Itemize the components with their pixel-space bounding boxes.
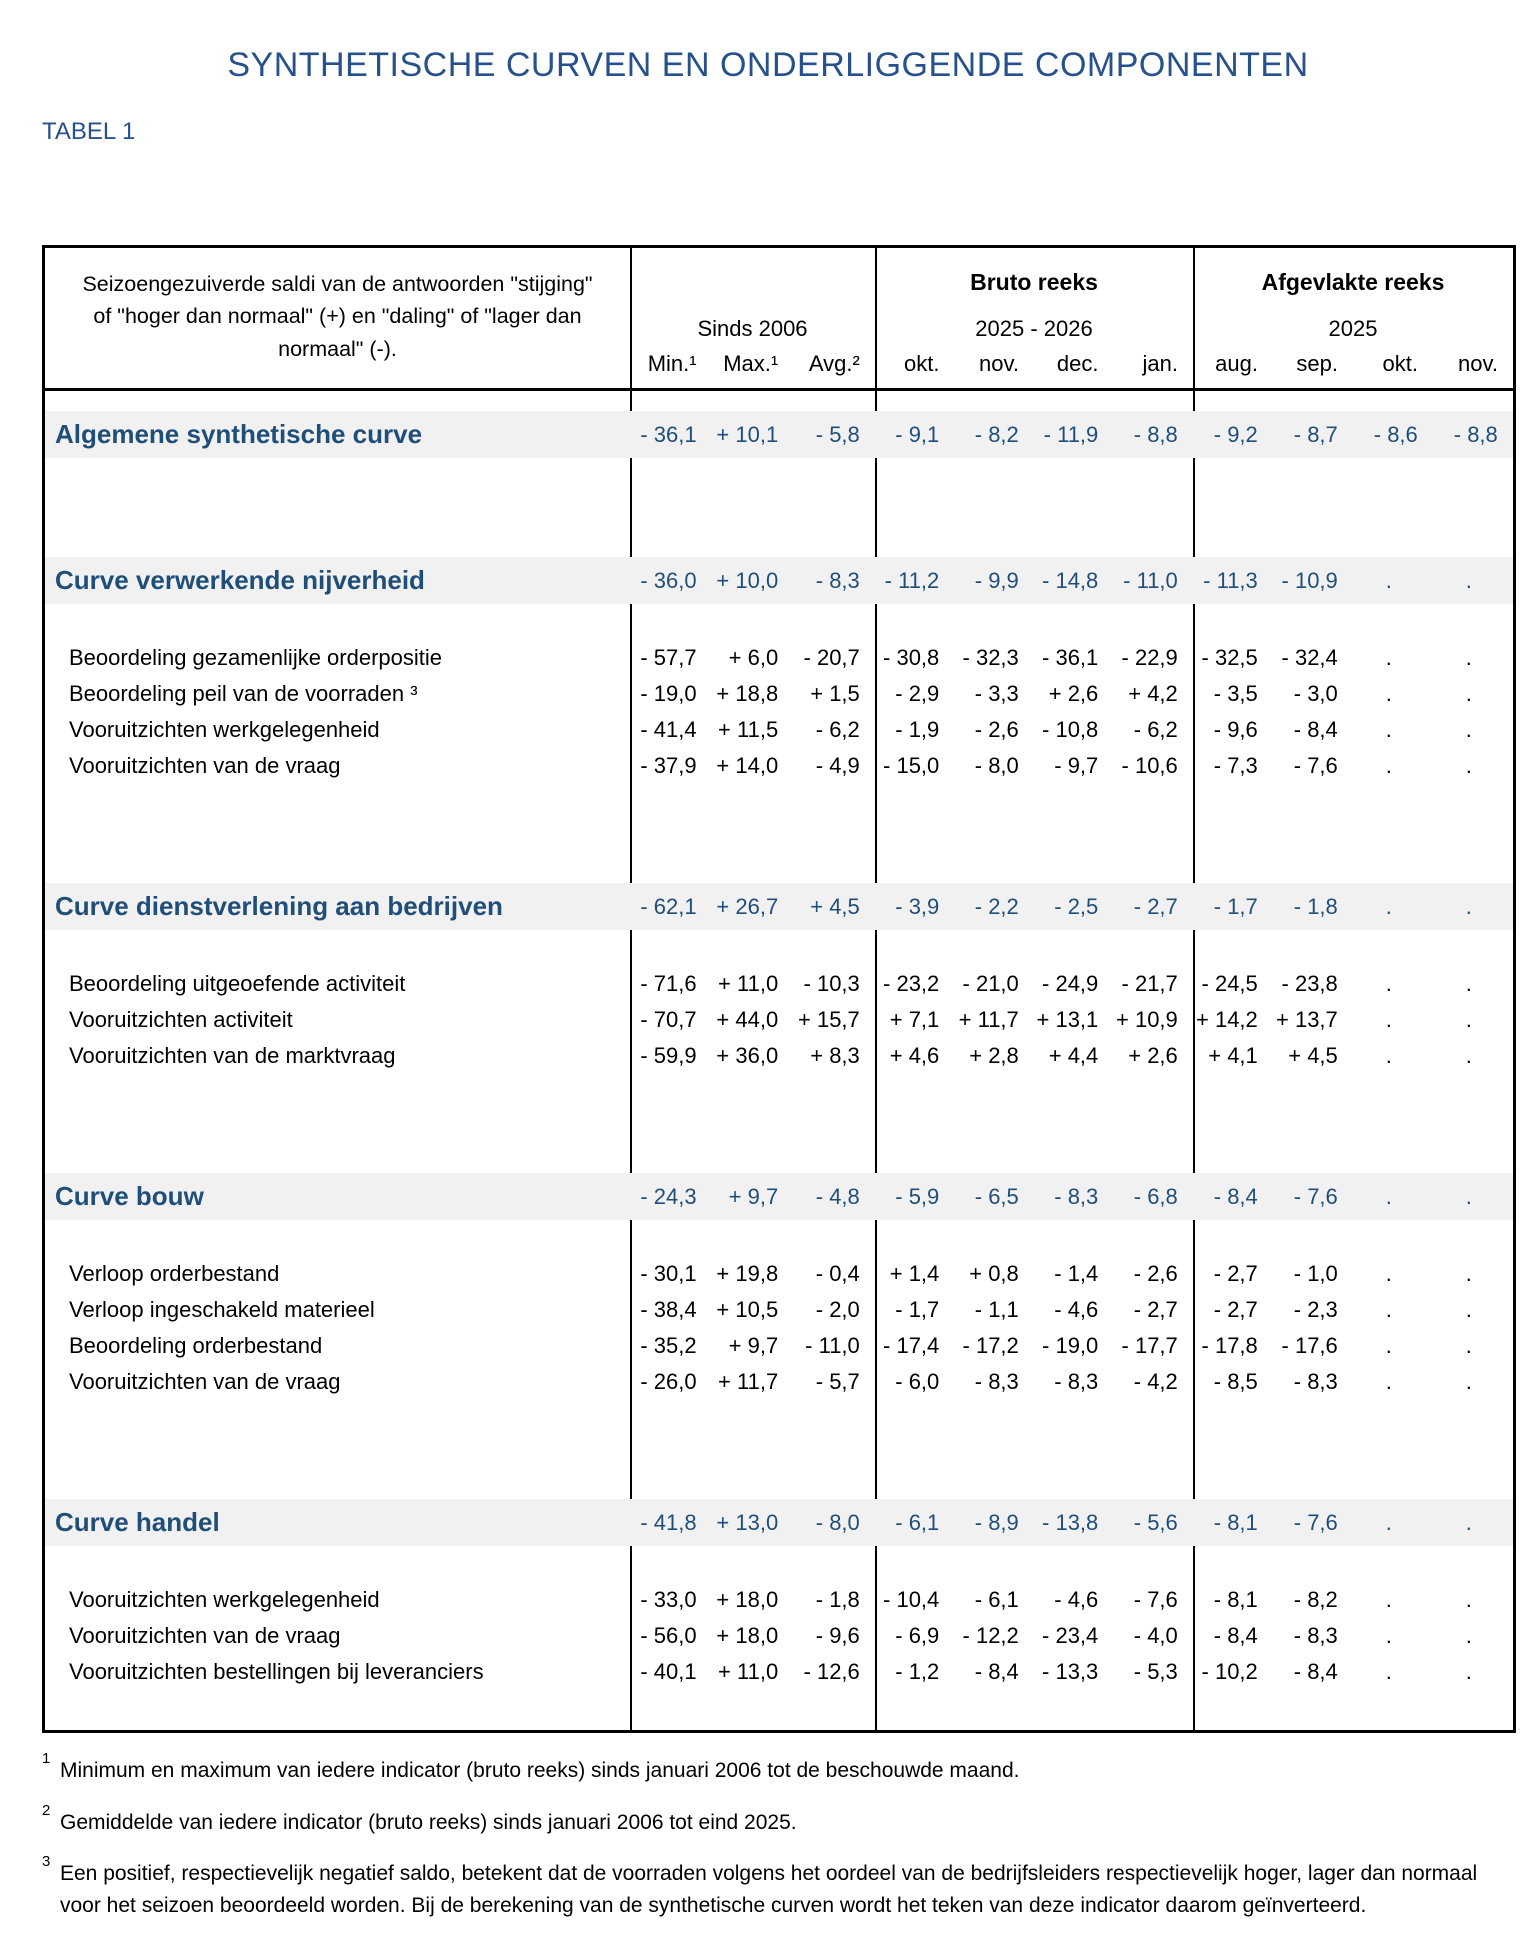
value-cell: - 23,4 xyxy=(1042,1623,1099,1648)
value-cell: - 8,1 xyxy=(1213,1509,1258,1535)
group-period: 2025 xyxy=(1328,316,1378,342)
value-cell: + 18,0 xyxy=(716,1587,779,1612)
value-cell: - 8,3 xyxy=(1054,1369,1099,1394)
value-cell: + 6,0 xyxy=(728,645,779,670)
page-title: SYNTHETISCHE CURVEN EN ONDERLIGGENDE COMPONENTEN xyxy=(227,46,1309,84)
value-cell: - 8,4 xyxy=(1213,1183,1258,1209)
column-header: Avg.² xyxy=(808,351,860,376)
value-cell: - 1,7 xyxy=(1213,893,1258,919)
footnote-text: Een positief, respectievelijk negatief saldo, betekent dat de voorraden volgens het oordeel van de bedrijfsleiders respectievelijk hoger, lager dan normaal voor het seizoen beoordeeld worden. Bij de berekening van de synthetische curven wordt het teken van deze indicator daarom geïnverteerd. xyxy=(60,1862,1478,1917)
value-cell: - 6,2 xyxy=(815,717,860,742)
value-cell: - 8,1 xyxy=(1213,1587,1258,1612)
value-cell: - 70,7 xyxy=(640,1007,697,1032)
value-cell: - 8,5 xyxy=(1213,1369,1258,1394)
value-cell: + 11,7 xyxy=(718,1369,779,1394)
value-cell: . xyxy=(1465,1623,1472,1648)
value-cell: + 0,8 xyxy=(969,1261,1019,1286)
value-cell: - 59,9 xyxy=(640,1043,697,1068)
table-body xyxy=(45,411,1513,1690)
row-label: Curve bouw xyxy=(55,1181,204,1211)
value-cell: - 4,8 xyxy=(815,1183,860,1209)
row-label: Curve dienstverlening aan bedrijven xyxy=(55,891,503,921)
value-cell: - 4,0 xyxy=(1133,1623,1178,1648)
value-cell: - 9,7 xyxy=(1054,753,1099,778)
value-cell: + 18,8 xyxy=(716,681,779,706)
column-header: sep. xyxy=(1296,351,1338,376)
value-cell: + 9,7 xyxy=(728,1183,779,1209)
value-cell: - 36,1 xyxy=(1042,645,1099,670)
value-cell: - 11,3 xyxy=(1203,567,1258,593)
value-cell: - 5,7 xyxy=(815,1369,860,1394)
value-cell: + 18,0 xyxy=(716,1623,779,1648)
group-period: Sinds 2006 xyxy=(697,316,808,342)
group-columns xyxy=(875,351,1193,388)
column-header: okt. xyxy=(904,351,940,376)
table-row xyxy=(45,1654,1513,1690)
footnote-text: Minimum en maximum van iedere indicator (bruto reeks) sinds januari 2006 tot de beschouwde maand. xyxy=(60,1759,1020,1782)
row-label: Vooruitzichten van de vraag xyxy=(69,1369,341,1394)
value-cell: - 2,0 xyxy=(815,1297,860,1322)
column-header: nov. xyxy=(979,351,1019,376)
value-cell: - 8,7 xyxy=(1293,421,1338,447)
value-cell: - 2,7 xyxy=(1133,1297,1178,1322)
row-label: Vooruitzichten van de vraag xyxy=(69,1623,341,1648)
footnote-marker: 2 xyxy=(42,1801,51,1819)
table-row xyxy=(45,1256,1513,1292)
table-row xyxy=(45,557,1513,604)
value-cell: - 11,2 xyxy=(884,567,940,593)
value-cell: + 9,7 xyxy=(728,1333,779,1358)
table-row xyxy=(45,1038,1513,1074)
value-cell: . xyxy=(1465,717,1472,742)
value-cell: . xyxy=(1465,1369,1472,1394)
table-row xyxy=(45,1173,1513,1220)
value-cell: - 1,8 xyxy=(1293,893,1338,919)
value-cell: . xyxy=(1465,893,1472,919)
value-cell: - 2,7 xyxy=(1133,893,1178,919)
value-cell: + 4,1 xyxy=(1208,1043,1258,1068)
value-cell: - 6,1 xyxy=(895,1509,940,1535)
value-cell: - 9,1 xyxy=(895,421,940,447)
value-cell: + 13,1 xyxy=(1036,1007,1099,1032)
value-cell: - 5,8 xyxy=(815,421,860,447)
footnote-marker: 3 xyxy=(42,1853,51,1870)
value-cell: - 8,0 xyxy=(815,1509,860,1535)
value-cell: . xyxy=(1465,1333,1472,1358)
value-cell: - 5,9 xyxy=(895,1183,940,1209)
footnote-text: Gemiddelde van iedere indicator (bruto reeks) sinds januari 2006 tot eind 2025. xyxy=(60,1810,797,1834)
value-cell: - 2,7 xyxy=(1213,1261,1258,1286)
group-columns xyxy=(1193,351,1513,388)
value-cell: . xyxy=(1385,1297,1392,1322)
value-cell: - 26,0 xyxy=(640,1369,697,1394)
value-cell: - 21,7 xyxy=(1121,971,1178,996)
value-cell: - 30,1 xyxy=(640,1261,697,1286)
value-cell: - 2,3 xyxy=(1293,1297,1338,1322)
value-cell: - 23,2 xyxy=(883,971,940,996)
value-cell: - 12,2 xyxy=(962,1623,1019,1648)
value-cell: - 2,7 xyxy=(1213,1297,1258,1322)
value-cell: . xyxy=(1385,1183,1392,1209)
value-cell: - 32,3 xyxy=(962,645,1019,670)
value-cell: - 19,0 xyxy=(1042,1333,1099,1358)
value-cell: . xyxy=(1385,681,1392,706)
column-header: okt. xyxy=(1382,351,1418,376)
value-cell: - 1,4 xyxy=(1054,1261,1099,1286)
row-label: Vooruitzichten werkgelegenheid xyxy=(69,717,380,742)
value-cell: - 4,9 xyxy=(815,753,860,778)
value-cell: - 13,3 xyxy=(1042,1659,1099,1684)
row-label: Verloop ingeschakeld materieel xyxy=(69,1297,375,1322)
value-cell: - 17,6 xyxy=(1281,1333,1338,1358)
value-cell: - 8,4 xyxy=(974,1659,1019,1684)
value-cell: + 14,2 xyxy=(1196,1007,1258,1032)
value-cell: + 19,8 xyxy=(716,1261,779,1286)
value-cell: - 35,2 xyxy=(640,1333,697,1358)
header-description: Seizoengezuiverde saldi van de antwoorden "stijging" of "hoger dan normaal" (+) en "daling" of "lager dan normaal" (-). xyxy=(82,272,593,361)
value-cell: . xyxy=(1385,893,1392,919)
table-row xyxy=(45,676,1513,712)
value-cell: - 0,4 xyxy=(815,1261,860,1286)
value-cell: . xyxy=(1465,971,1472,996)
value-cell: - 32,4 xyxy=(1281,645,1338,670)
table-row xyxy=(45,1292,1513,1328)
value-cell: + 2,6 xyxy=(1048,681,1099,706)
value-cell: . xyxy=(1385,971,1392,996)
value-cell: + 13,0 xyxy=(716,1509,779,1535)
table-header xyxy=(45,248,1513,391)
table-row xyxy=(45,748,1513,784)
value-cell: - 22,9 xyxy=(1121,645,1178,670)
value-cell: . xyxy=(1385,753,1392,778)
value-cell: + 11,5 xyxy=(718,717,779,742)
value-cell: - 6,2 xyxy=(1133,717,1178,742)
value-cell: - 9,6 xyxy=(815,1623,860,1648)
value-cell: - 17,4 xyxy=(883,1333,940,1358)
value-cell: - 24,9 xyxy=(1042,971,1099,996)
value-cell: + 10,1 xyxy=(716,421,779,447)
value-cell: + 11,0 xyxy=(718,971,779,996)
value-cell: - 3,5 xyxy=(1213,681,1258,706)
value-cell: - 1,8 xyxy=(815,1587,860,1612)
value-cell: - 36,0 xyxy=(640,567,697,593)
column-header: nov. xyxy=(1458,351,1498,376)
value-cell: - 8,9 xyxy=(974,1509,1019,1535)
row-label: Curve verwerkende nijverheid xyxy=(55,565,425,595)
row-label: Beoordeling gezamenlijke orderpositie xyxy=(69,645,443,670)
footnote xyxy=(42,1801,1520,1839)
value-cell: + 8,3 xyxy=(810,1043,860,1068)
value-cell: + 2,6 xyxy=(1128,1043,1178,1068)
table-row xyxy=(45,883,1513,930)
column-group-sinds xyxy=(630,248,875,388)
value-cell: . xyxy=(1465,645,1472,670)
value-cell: - 15,0 xyxy=(883,753,940,778)
value-cell: - 1,2 xyxy=(895,1659,940,1684)
value-cell: - 2,5 xyxy=(1054,893,1099,919)
value-cell: + 26,7 xyxy=(716,893,779,919)
table-row xyxy=(45,966,1513,1002)
value-cell: - 40,1 xyxy=(640,1659,697,1684)
table-row xyxy=(45,1328,1513,1364)
value-cell: - 8,3 xyxy=(815,567,860,593)
value-cell: . xyxy=(1385,1369,1392,1394)
value-cell: + 15,7 xyxy=(798,1007,860,1032)
value-cell: - 8,4 xyxy=(1293,717,1338,742)
value-cell: + 13,7 xyxy=(1276,1007,1338,1032)
row-label: Verloop orderbestand xyxy=(69,1261,280,1286)
value-cell: - 3,0 xyxy=(1293,681,1338,706)
value-cell: - 8,8 xyxy=(1133,421,1178,447)
row-label: Vooruitzichten werkgelegenheid xyxy=(69,1587,380,1612)
value-cell: + 36,0 xyxy=(716,1043,779,1068)
value-cell: + 1,4 xyxy=(889,1261,940,1286)
value-cell: - 10,3 xyxy=(803,971,860,996)
value-cell: - 7,3 xyxy=(1213,753,1258,778)
value-cell: + 4,2 xyxy=(1128,681,1178,706)
value-cell: - 1,1 xyxy=(974,1297,1019,1322)
value-cell: - 10,8 xyxy=(1042,717,1099,742)
value-cell: - 8,4 xyxy=(1213,1623,1258,1648)
value-cell: - 9,2 xyxy=(1213,421,1258,447)
value-cell: . xyxy=(1385,1007,1392,1032)
value-cell: - 8,3 xyxy=(1054,1183,1099,1209)
value-cell: + 1,5 xyxy=(810,681,860,706)
value-cell: - 9,9 xyxy=(974,567,1019,593)
value-cell: - 4,6 xyxy=(1054,1587,1099,1612)
value-cell: . xyxy=(1385,1623,1392,1648)
value-cell: - 5,3 xyxy=(1133,1659,1178,1684)
value-cell: - 8,8 xyxy=(1453,421,1498,447)
value-cell: - 71,6 xyxy=(640,971,697,996)
group-columns xyxy=(630,351,875,388)
value-cell: - 8,2 xyxy=(1293,1587,1338,1612)
value-cell: . xyxy=(1385,717,1392,742)
value-cell: . xyxy=(1385,645,1392,670)
row-label: Algemene synthetische curve xyxy=(55,419,423,449)
value-cell: - 17,8 xyxy=(1201,1333,1258,1358)
column-header: jan. xyxy=(1142,351,1178,376)
value-cell: - 33,0 xyxy=(640,1587,697,1612)
value-cell: - 11,0 xyxy=(805,1333,860,1358)
value-cell: + 44,0 xyxy=(716,1007,779,1032)
value-cell: - 17,2 xyxy=(962,1333,1019,1358)
value-cell: - 7,6 xyxy=(1293,753,1338,778)
value-cell: - 10,6 xyxy=(1121,753,1178,778)
value-cell: - 1,9 xyxy=(895,717,940,742)
value-cell: - 8,4 xyxy=(1293,1659,1338,1684)
value-cell: + 10,0 xyxy=(716,567,779,593)
column-group-afgevlakte xyxy=(1193,248,1513,388)
value-cell: - 1,7 xyxy=(895,1297,940,1322)
column-header: Min.¹ xyxy=(647,351,697,376)
row-label: Curve handel xyxy=(55,1507,220,1537)
value-cell: . xyxy=(1465,1183,1472,1209)
value-cell: - 11,9 xyxy=(1043,421,1099,447)
table-row xyxy=(45,640,1513,676)
footnote-marker: 1 xyxy=(42,1750,51,1767)
value-cell: - 2,2 xyxy=(974,893,1019,919)
value-cell: . xyxy=(1465,1587,1472,1612)
table-label: TABEL 1 xyxy=(42,118,136,145)
table-row xyxy=(45,712,1513,748)
value-cell: - 56,0 xyxy=(640,1623,697,1648)
value-cell: - 7,6 xyxy=(1293,1183,1338,1209)
value-cell: . xyxy=(1385,567,1392,593)
column-header: aug. xyxy=(1215,351,1258,376)
value-cell: - 19,0 xyxy=(640,681,697,706)
value-cell: - 6,9 xyxy=(895,1623,940,1648)
value-cell: - 3,9 xyxy=(895,893,940,919)
value-cell: - 6,0 xyxy=(895,1369,940,1394)
value-cell: . xyxy=(1385,1659,1392,1684)
value-cell: - 11,0 xyxy=(1123,567,1178,593)
value-cell: . xyxy=(1385,1587,1392,1612)
value-cell: - 6,1 xyxy=(974,1587,1019,1612)
table-row xyxy=(45,1618,1513,1654)
row-label: Vooruitzichten van de vraag xyxy=(69,753,341,778)
value-cell: - 1,0 xyxy=(1293,1261,1338,1286)
value-cell: - 21,0 xyxy=(962,971,1019,996)
value-cell: + 4,4 xyxy=(1048,1043,1099,1068)
value-cell: - 36,1 xyxy=(640,421,697,447)
table-row xyxy=(45,411,1513,458)
value-cell: - 10,2 xyxy=(1201,1659,1258,1684)
table-row xyxy=(45,1002,1513,1038)
value-cell: - 32,5 xyxy=(1201,645,1258,670)
value-cell: + 10,9 xyxy=(1116,1007,1178,1032)
value-cell: + 4,6 xyxy=(889,1043,940,1068)
value-cell: - 14,8 xyxy=(1042,567,1099,593)
value-cell: . xyxy=(1465,1043,1472,1068)
value-cell: . xyxy=(1465,1509,1472,1535)
footnote xyxy=(42,1750,1520,1787)
value-cell: + 11,7 xyxy=(958,1007,1019,1032)
value-cell: - 8,2 xyxy=(974,421,1019,447)
value-cell: - 8,3 xyxy=(1293,1369,1338,1394)
value-cell: - 20,7 xyxy=(803,645,860,670)
table-row xyxy=(45,1364,1513,1400)
value-cell: - 41,4 xyxy=(640,717,697,742)
value-cell: . xyxy=(1385,1043,1392,1068)
value-cell: . xyxy=(1465,1007,1472,1032)
value-cell: - 17,7 xyxy=(1121,1333,1178,1358)
value-cell: - 9,6 xyxy=(1213,717,1258,742)
value-cell: . xyxy=(1465,1261,1472,1286)
row-label: Vooruitzichten bestellingen bij leveranciers xyxy=(69,1659,484,1684)
row-label: Beoordeling orderbestand xyxy=(69,1333,323,1358)
value-cell: - 57,7 xyxy=(640,645,697,670)
table-row xyxy=(45,1499,1513,1546)
value-cell: - 24,5 xyxy=(1201,971,1258,996)
value-cell: . xyxy=(1385,1261,1392,1286)
value-cell: - 4,2 xyxy=(1133,1369,1178,1394)
value-cell: . xyxy=(1465,567,1472,593)
value-cell: - 13,8 xyxy=(1042,1509,1099,1535)
value-cell: . xyxy=(1465,1659,1472,1684)
column-group-bruto xyxy=(875,248,1193,388)
value-cell: + 2,8 xyxy=(969,1043,1019,1068)
value-cell: - 30,8 xyxy=(883,645,940,670)
value-cell: - 2,6 xyxy=(1133,1261,1178,1286)
value-cell: + 4,5 xyxy=(1288,1043,1338,1068)
value-cell: - 10,9 xyxy=(1281,567,1338,593)
row-label: Vooruitzichten van de marktvraag xyxy=(69,1043,396,1068)
value-cell: - 12,6 xyxy=(803,1659,860,1684)
row-label: Vooruitzichten activiteit xyxy=(69,1007,293,1032)
column-header: Max.¹ xyxy=(723,351,779,376)
value-cell: - 8,3 xyxy=(1293,1623,1338,1648)
value-cell: + 11,0 xyxy=(718,1659,779,1684)
column-header: dec. xyxy=(1056,351,1099,376)
value-cell: . xyxy=(1385,1333,1392,1358)
value-cell: - 8,6 xyxy=(1373,421,1418,447)
value-cell: - 4,6 xyxy=(1054,1297,1099,1322)
value-cell: - 7,6 xyxy=(1293,1509,1338,1535)
value-cell: - 62,1 xyxy=(640,893,697,919)
value-cell: + 10,5 xyxy=(716,1297,779,1322)
value-cell: - 7,6 xyxy=(1133,1587,1178,1612)
value-cell: - 24,3 xyxy=(640,1183,697,1209)
value-cell: - 8,0 xyxy=(974,753,1019,778)
value-cell: + 7,1 xyxy=(889,1007,940,1032)
footnote xyxy=(42,1853,1520,1921)
group-name xyxy=(630,248,875,307)
data-table xyxy=(42,245,1516,1733)
value-cell: - 38,4 xyxy=(640,1297,697,1322)
value-cell: + 4,5 xyxy=(810,893,860,919)
value-cell: - 2,6 xyxy=(974,717,1019,742)
value-cell: . xyxy=(1385,1509,1392,1535)
value-cell: . xyxy=(1465,681,1472,706)
value-cell: + 14,0 xyxy=(716,753,779,778)
value-cell: - 37,9 xyxy=(640,753,697,778)
value-cell: . xyxy=(1465,1297,1472,1322)
row-label: Beoordeling peil van de voorraden ³ xyxy=(69,681,418,706)
value-cell: - 2,9 xyxy=(895,681,940,706)
value-cell: - 41,8 xyxy=(640,1509,697,1535)
group-name: Afgevlakte reeks xyxy=(1261,269,1445,296)
footnotes xyxy=(42,1750,1520,1921)
row-label: Beoordeling uitgeoefende activiteit xyxy=(69,971,406,996)
value-cell: - 3,3 xyxy=(974,681,1019,706)
value-cell: - 5,6 xyxy=(1133,1509,1178,1535)
value-cell: . xyxy=(1465,753,1472,778)
table-row xyxy=(45,1582,1513,1618)
value-cell: - 6,8 xyxy=(1133,1183,1178,1209)
value-cell: - 23,8 xyxy=(1281,971,1338,996)
group-period: 2025 - 2026 xyxy=(975,316,1093,342)
value-cell: - 10,4 xyxy=(883,1587,940,1612)
value-cell: - 8,3 xyxy=(974,1369,1019,1394)
group-name: Bruto reeks xyxy=(970,269,1098,296)
value-cell: - 6,5 xyxy=(974,1183,1019,1209)
